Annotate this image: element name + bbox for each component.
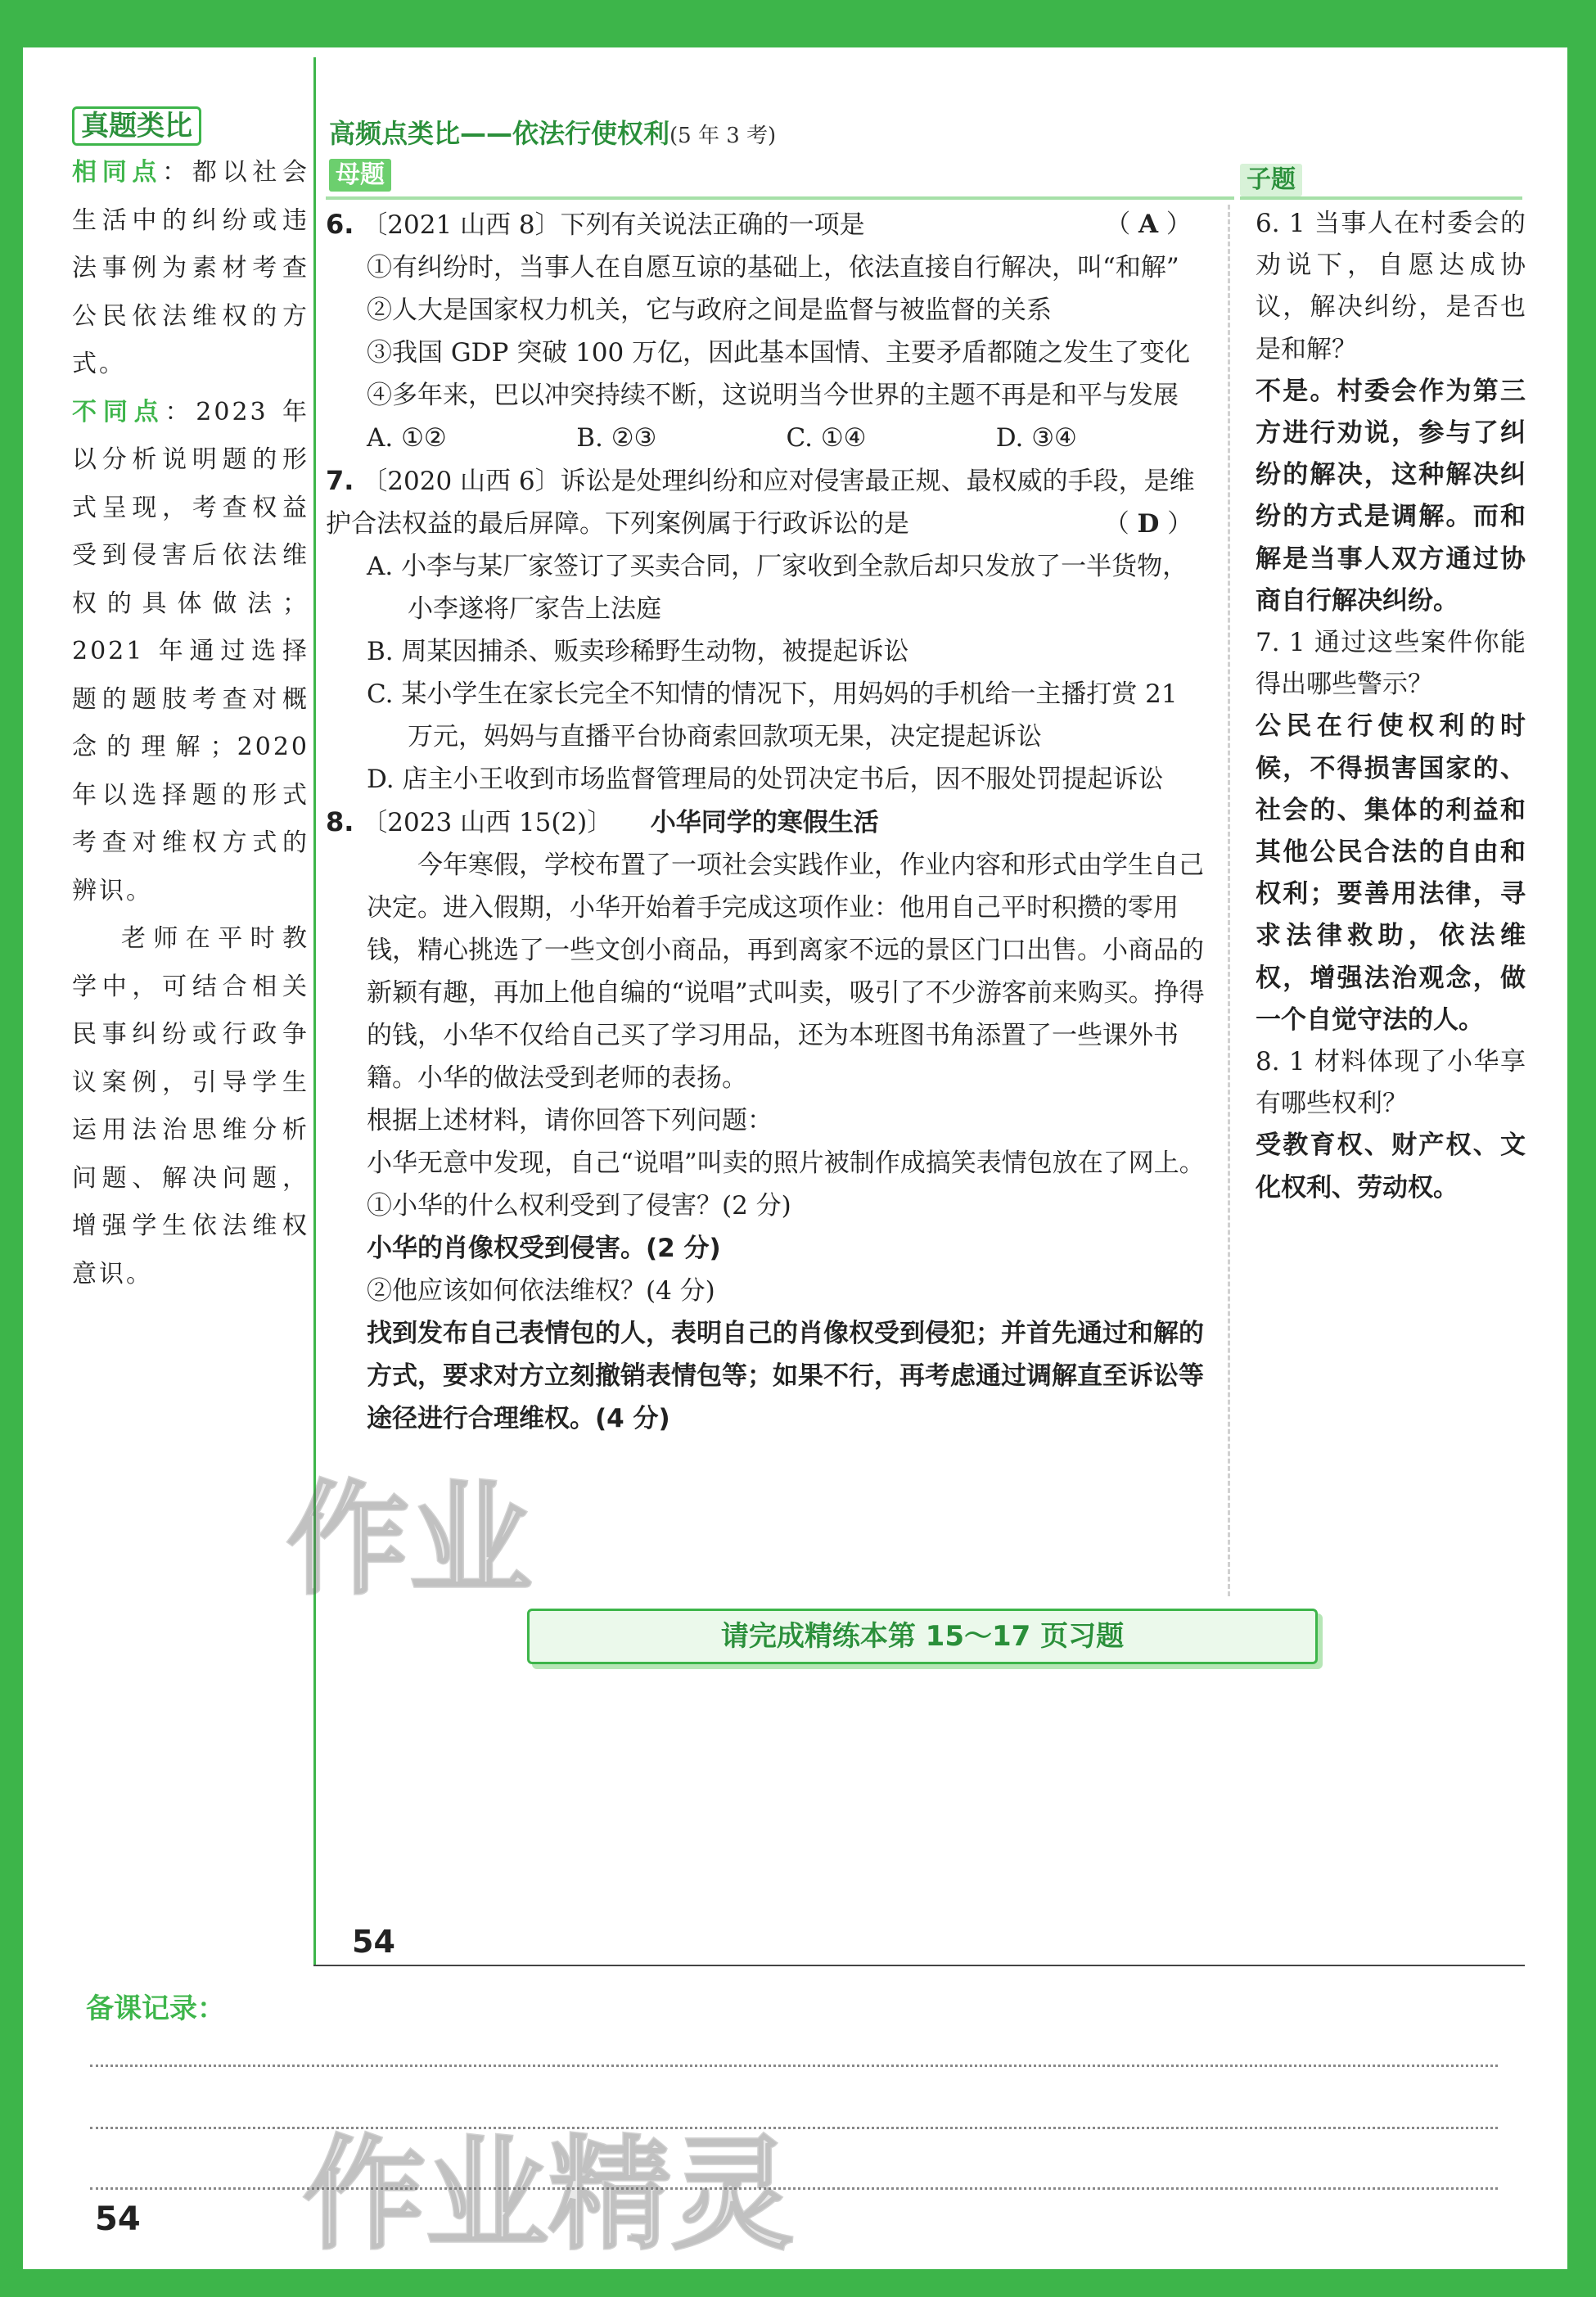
question-8 <box>326 801 1206 1440</box>
sidebar <box>72 106 309 1298</box>
watermark-upper: 作业 <box>286 1469 533 1612</box>
sidebar-title: 真题类比 <box>72 106 201 146</box>
diff-text: ：2023 年以分析说明题的形式呈现，考查权益受到侵害后依法维权的具体做法；2021 年通过选择题的题肢考查对概念的理解；2020 年以选择题的形式考查对维权方式的辨识。 <box>72 397 309 905</box>
header-rule-main <box>326 196 1234 200</box>
q8-topic: 小华同学的寒假生活 <box>650 808 879 837</box>
q6-option-c: C. ①④ <box>786 423 867 453</box>
notes-label: 备课记录： <box>86 1992 225 2025</box>
sub-6-1-question: 6. 1 当事人在村委会的劝说下，自愿达成协议，解决纠纷，是否也是和解？ <box>1256 209 1526 364</box>
q6-statement-1: ①有纠纷时，当事人在自愿互谅的基础上，依法直接自行解决，叫“和解” <box>367 253 1179 282</box>
q7-option-c: C. 某小学生在家长完全不知情的情况下，用妈妈的手机给一主播打赏 21 万元，妈妈与直播平台协商索回款项无果，决定提起诉讼 <box>367 679 1178 751</box>
sidebar-divider <box>313 57 316 1965</box>
q7-stem: 〔2020 山西 6〕诉讼是处理纠纷和应对侵害最正规、最权威的手段，是维护合法权益的最后屏障。下列案例属于行政诉讼的是 <box>326 467 1195 539</box>
frame-top <box>0 0 1596 47</box>
main-questions <box>326 203 1206 1440</box>
q6-option-a: A. ①② <box>367 423 447 453</box>
section-subtitle: (5 年 3 考) <box>670 124 777 148</box>
same-label: 相同点 <box>72 158 163 187</box>
column-divider <box>1228 205 1230 1596</box>
section-header <box>329 113 776 151</box>
q6-number: 6. <box>326 209 354 240</box>
content-bottom-rule <box>313 1965 1525 1966</box>
sub-7-1-question: 7. 1 通过这些案件你能得出哪些警示？ <box>1256 628 1526 700</box>
sidebar-text <box>72 149 309 1298</box>
diff-label: 不同点 <box>72 397 165 426</box>
q6-statement-4: ④多年来，巴以冲突持续不断，这说明当今世界的主题不再是和平与发展 <box>367 381 1179 410</box>
q8-question-2: ②他应该如何依法维权？(4 分) <box>367 1276 715 1306</box>
same-text: ：都以社会生活中的纠纷或违法事例为素材考查公民依法维权的方式。 <box>72 158 310 378</box>
page-number-inner: 54 <box>352 1924 395 1960</box>
q8-material: 今年寒假，学校布置了一项社会实践作业，作业内容和形式由学生自己决定。进入假期，小华开始着手完成这项作业：他用自己平时积攒的零用钱，精心挑选了一些文创小商品，再到离家不远的景区门口出售。小商品的新颖有趣，再加上他自编的“说唱”式叫卖，吸引了不少游客前来购买。挣得的钱，小华不仅给自己买了学习用品，还为本班图书角添置了一些课外书籍。小华的做法受到老师的表扬。 <box>367 851 1205 1093</box>
notes-line-1 <box>90 2065 1498 2067</box>
frame-bottom <box>0 2269 1596 2297</box>
q6-option-b: B. ②③ <box>576 423 657 453</box>
q6-statement-2: ②人大是国家权力机关，它与政府之间是监督与被监督的关系 <box>367 296 1052 325</box>
tag-main-question: 母题 <box>329 159 391 192</box>
sub-7-1-answer: 公民在行使权利的时候，不得损害国家的、社会的、集体的利益和其他公民合法的自由和权利；要善用法律，寻求法律救助，依法维权，增强法治观念，做一个自觉守法的人。 <box>1256 711 1526 1035</box>
question-6: （ A ） 6. 〔2021 山西 8〕下列有关说法正确的一项是 ①有纠纷时，当事人在自愿互谅的基础上，依法直接自行解决，叫“和解” ②人大是国家权力机关，它与政府之间是监督与被监督的关系 ③我国 GDP 突破 100 万亿，因此基本国情、主要矛盾都随之发生了变化 ④多年来，巴以冲突持续不断，这说明当今世界的主题不再是和平与发展 A. ①② B. ②③ C. ①④ D. ③④ <box>326 203 1206 459</box>
q7-option-a: A. 小李与某厂家签订了买卖合同，厂家收到全款后却只发放了一半货物，小李遂将厂家告上法庭 <box>367 552 1188 624</box>
section-title: 高频点类比——依法行使权利 <box>329 118 670 149</box>
frame-right <box>1567 0 1596 2297</box>
q7-option-b: B. 周某因捕杀、贩卖珍稀野生动物，被提起诉讼 <box>367 637 909 666</box>
q6-answer: A <box>1138 210 1159 239</box>
q7-number: 7. <box>326 465 354 496</box>
q6-option-d: D. ③④ <box>995 423 1077 453</box>
sub-8-1-answer: 受教育权、财产权、文化权利、劳动权。 <box>1256 1130 1526 1203</box>
q8-case: 小华无意中发现，自己“说唱”叫卖的照片被制作成搞笑表情包放在了网上。 <box>367 1148 1205 1178</box>
practice-banner: 请完成精练本第 15～17 页习题 <box>527 1609 1318 1664</box>
header-rule-sub <box>1240 196 1522 200</box>
sub-questions <box>1256 203 1526 1209</box>
q8-answer-1: 小华的肖像权受到侵害。(2 分) <box>367 1234 721 1263</box>
q8-ask: 根据上述材料，请你回答下列问题： <box>367 1106 773 1135</box>
question-7: 7. 〔2020 山西 6〕诉讼是处理纠纷和应对侵害最正规、最权威的手段，是维护合法权益的最后屏障。下列案例属于行政诉讼的是 （ D ） A. 小李与某厂家签订了买卖合同，厂家收到全款后却只发放了一半货物，小李遂将厂家告上法庭 B. 周某因捕杀、贩卖珍稀野生动物，被提起诉讼 C. 某小学生在家长完全不知情的情况下，用妈妈的手机给一主播打赏 21 万元，妈妈与直播平台协商索回款项无果，决定提起诉讼 D. 店主小王收到市场监督管理局的处罚决定书后，因不服处罚提起诉讼 <box>326 459 1206 801</box>
teacher-text: 老师在平时教学中，可结合相关民事纠纷或行政争议案例，引导学生运用法治思维分析问题、解决问题，增强学生依法维权意识。 <box>72 924 309 1288</box>
q8-source: 〔2023 山西 15(2)〕 <box>362 808 600 837</box>
sub-8-1-question: 8. 1 材料体现了小华享有哪些权利？ <box>1256 1047 1526 1119</box>
q6-options <box>326 417 1206 459</box>
q6-stem: 〔2021 山西 8〕下列有关说法正确的一项是 <box>362 210 865 240</box>
q7-option-d: D. 店主小王收到市场监督管理局的处罚决定书后，因不服处罚提起诉讼 <box>367 765 1164 794</box>
q8-question-1: ①小华的什么权利受到了侵害？(2 分) <box>367 1191 791 1221</box>
q6-statement-3: ③我国 GDP 突破 100 万亿，因此基本国情、主要矛盾都随之发生了变化 <box>367 338 1191 368</box>
page-number-outer: 54 <box>95 2200 141 2238</box>
q8-answer-2: 找到发布自己表情包的人，表明自己的肖像权受到侵犯；并首先通过和解的方式，要求对方立刻撤销表情包等；如果不行，再考虑通过调解直至诉讼等途径进行合理维权。(4 分) <box>367 1319 1204 1433</box>
tag-sub-question: 子题 <box>1240 164 1302 196</box>
frame-left <box>0 0 23 2297</box>
q7-answer: D <box>1137 509 1160 539</box>
q8-number: 8. <box>326 806 354 837</box>
watermark-lower: 作业精灵 <box>303 2124 795 2267</box>
sub-6-1-answer: 不是。村委会作为第三方进行劝说，参与了纠纷的解决，这种解决纠纷的方式是调解。而和解是当事人双方通过协商自行解决纠纷。 <box>1256 376 1526 616</box>
